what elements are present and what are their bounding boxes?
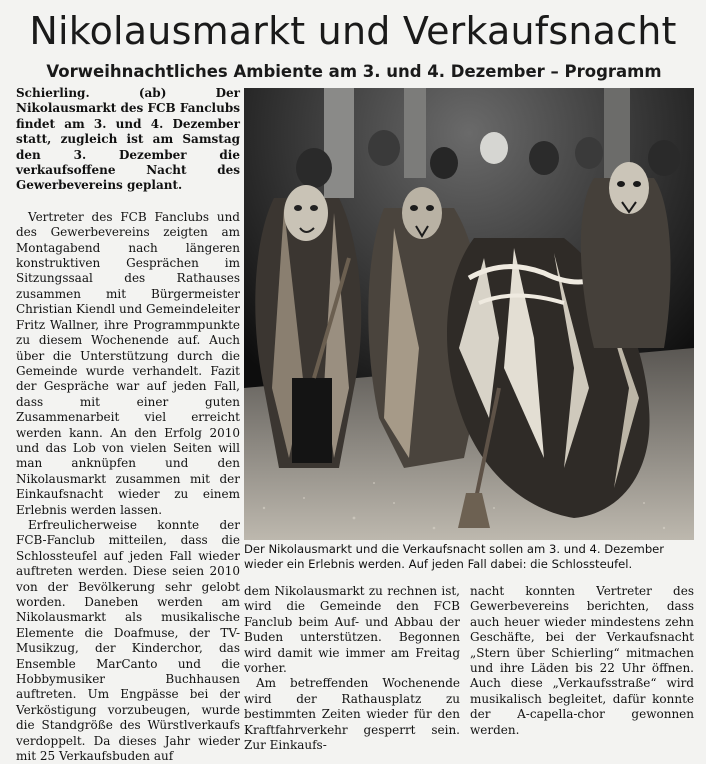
article-headline: Nikolausmarkt und Verkaufsnacht	[29, 9, 677, 53]
lead-text: Der Nikolausmarkt des FCB Fanclubs findet am 3. und 4. Dezember statt, zugleich ist am Samstag den 3. Dezember die verkaufsoffene Nacht des Gewerbevereins geplant.	[16, 86, 240, 193]
article-photo-schlossteufel	[244, 88, 694, 540]
article-lead	[16, 86, 240, 194]
lead-dateline: Schierling. (ab)	[16, 86, 167, 100]
column-middle	[244, 584, 460, 753]
body-paragraph: Vertreter des FCB Fanclubs und des Gewerbevereins zeigten am Montagabend nach längeren konstruktiven Gesprächen im Sitzungssaal des Rathauses zusammen mit Bürgermeister Christian Kiendl und Gemeindeleiter Fritz Wallner, ihre Programmpunkte zu diesem Wochenende auf. Auch über die Unterstützung durch die Gemeinde wurde verhandelt. Fazit der Gespräche war auf jeden Fall, dass mit einer guten Zusammenarbeit viel erreicht werden kann. An den Erfolg 2010 und das Lob von vielen Seiten will man anknüpfen und den Nikolausmarkt zusammen mit der Einkaufsnacht wieder zu einem Erlebnis werden lassen.	[16, 209, 240, 517]
article-subheadline: Vorweihnachtliches Ambiente am 3. und 4. Dezember – Programm	[46, 62, 662, 81]
body-paragraph: Am betreffenden Wochenende wird der Rathausplatz zu bestimmten Zeiten wieder für den Kraftfahrverkehr gesperrt sein. Zur Einkaufs-	[244, 676, 460, 753]
body-paragraph: dem Nikolausmarkt zu rechnen ist, wird die Gemeinde den FCB Fanclub beim Auf- und Abbau der Buden unterstützen. Begonnen wird damit wie immer am Freitag vorher.	[244, 584, 460, 676]
photo-illustration	[244, 88, 694, 540]
column-right	[470, 584, 694, 738]
photo-caption: Der Nikolausmarkt und die Verkaufsnacht sollen am 3. und 4. Dezember wieder ein Erlebnis werden. Auf jeden Fall dabei: die Schlossteufel.	[244, 542, 665, 571]
body-paragraph: Erfreulicherweise konnte der FCB-Fanclub mitteilen, dass die Schlossteufel auf jeden Fall wieder auftreten werden. Diese seien 2010 von der Bevölkerung sehr gelobt worden. Daneben werden am Nikolausmarkt als musikalische Elemente die Doafmuse, der TV-Musikzug, der Kinderchor, das Ensemble MarCanto und die Hobbymusiker Buchhausen auftreten. Um Engpässe bei der Verköstigung vorzubeugen, wurde die Standgröße des Würstlverkaufs verdoppelt. Da dieses Jahr wieder mit 25 Verkaufsbuden auf	[16, 517, 240, 764]
body-paragraph: nacht konnten Vertreter des Gewerbevereins berichten, dass auch heuer wieder mindestens zehn Geschäfte, bei der Verkaufsnacht „Stern über Schierling“ mitmachen und ihre Läden bis 22 Uhr öffnen. Auch diese „Verkaufsstraße“ wird musikalisch begleitet, dafür konnte der A-capella-chor gewonnen werden.	[470, 584, 694, 737]
column-left	[16, 86, 240, 764]
